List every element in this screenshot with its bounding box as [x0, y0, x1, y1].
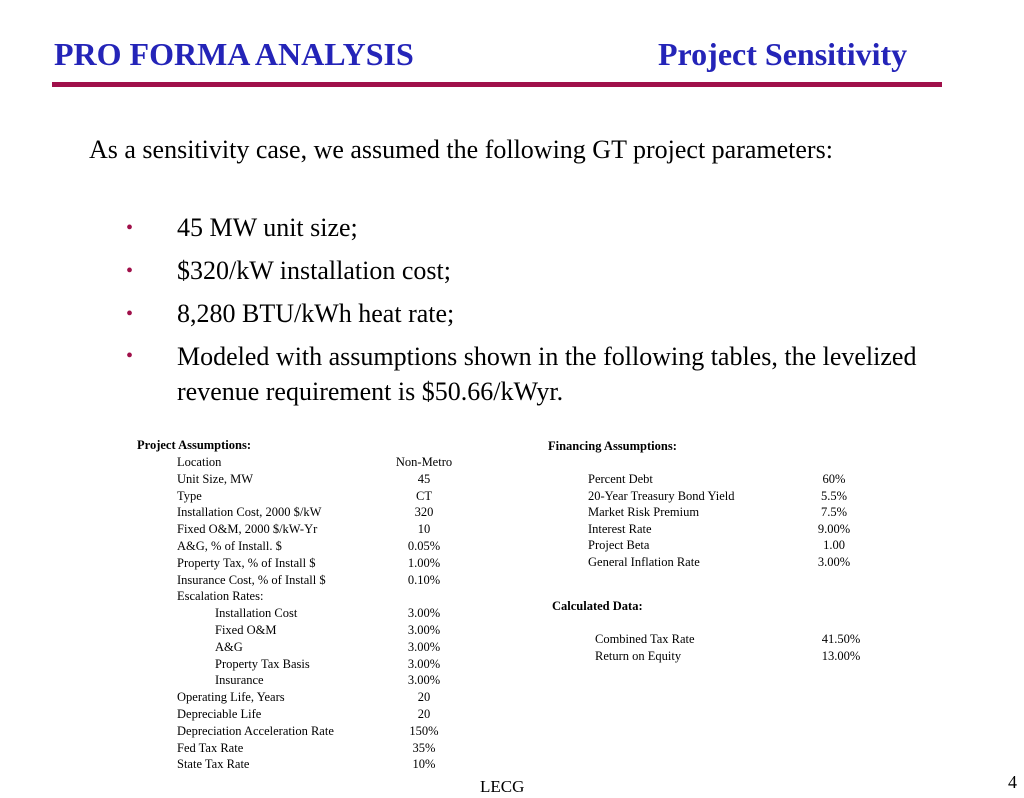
- calculated-data-heading: Calculated Data:: [552, 599, 643, 613]
- bullet-item: [120, 253, 940, 289]
- row-label: 20-Year Treasury Bond Yield: [588, 488, 735, 503]
- row-value: CT: [416, 488, 432, 503]
- slide-subtitle: Project Sensitivity: [658, 36, 908, 72]
- row-value: 320: [414, 505, 434, 520]
- row-value: 1.00%: [407, 555, 441, 570]
- row-value: 20: [417, 690, 431, 705]
- row-label: Installation Cost, 2000 $/kW: [177, 505, 322, 520]
- row-label: A&G, % of Install. $: [177, 539, 282, 553]
- row-value: 35%: [412, 740, 436, 755]
- row-label: Combined Tax Rate: [595, 632, 695, 646]
- row-value: 150%: [409, 723, 439, 738]
- row-label: Fed Tax Rate: [177, 740, 244, 755]
- row-label: Escalation Rates:: [177, 589, 264, 604]
- row-value: 3.00%: [407, 673, 441, 688]
- row-value: 60%: [822, 472, 846, 486]
- bullet-item: [120, 210, 940, 246]
- row-value: 20: [417, 707, 431, 721]
- row-label: General Inflation Rate: [588, 555, 700, 569]
- row-value: 13.00%: [821, 648, 861, 663]
- row-value: 9.00%: [817, 521, 851, 536]
- slide-title: PRO FORMA ANALYSIS: [54, 36, 414, 72]
- row-value: 7.5%: [820, 505, 848, 520]
- row-label: Depreciable Life: [177, 707, 262, 721]
- row-label: Insurance Cost, % of Install $: [177, 572, 326, 587]
- bullet-dot-icon: •: [126, 260, 134, 282]
- row-label: Type: [177, 488, 202, 503]
- row-value: 5.5%: [820, 488, 848, 503]
- row-label: A&G: [215, 639, 243, 654]
- intro-text: As a sensitivity case, we assumed the following GT project parameters:: [89, 135, 833, 164]
- row-value: 45: [417, 471, 431, 486]
- row-value: 3.00%: [407, 639, 441, 654]
- row-label: Property Tax Basis: [215, 656, 310, 671]
- row-value: Non-Metro: [395, 455, 453, 469]
- row-label: Depreciation Acceleration Rate: [177, 723, 334, 738]
- bullet-text: 45 MW unit size;: [177, 213, 358, 242]
- row-label: Market Risk Premium: [588, 505, 700, 520]
- page-number: 4: [1008, 772, 1017, 792]
- title-divider: [52, 82, 942, 87]
- row-value: 3.00%: [407, 606, 441, 621]
- row-label: Operating Life, Years: [177, 690, 285, 705]
- footer-label: LECG: [480, 777, 525, 796]
- row-label: Percent Debt: [588, 472, 653, 486]
- project-assumptions-heading: Project Assumptions:: [137, 438, 252, 452]
- bullet-list: [120, 210, 940, 416]
- row-value: 41.50%: [821, 632, 861, 646]
- row-label: Insurance: [215, 673, 264, 688]
- row-value: 3.00%: [407, 656, 441, 671]
- row-label: Unit Size, MW: [177, 471, 254, 486]
- bullet-dot-icon: •: [126, 345, 134, 367]
- row-value: 10%: [412, 757, 436, 772]
- row-label: Installation Cost: [215, 606, 298, 621]
- bullet-item: [120, 339, 940, 409]
- bullet-text: Modeled with assumptions shown in the following tables, the levelized revenue requirement is $50.66/kWyr.: [177, 342, 917, 406]
- row-value: 1.00: [823, 538, 845, 553]
- row-label: Fixed O&M, 2000 $/kW-Yr: [177, 522, 318, 537]
- bullet-dot-icon: •: [126, 217, 134, 239]
- bullet-dot-icon: •: [126, 303, 134, 325]
- row-value: 0.10%: [407, 572, 441, 587]
- row-label: State Tax Rate: [177, 757, 250, 772]
- row-value: 0.05%: [407, 539, 441, 553]
- bullet-item: [120, 296, 940, 332]
- row-value: 3.00%: [817, 555, 851, 569]
- row-value: 10: [417, 522, 431, 537]
- row-label: Location: [177, 455, 222, 469]
- bullet-text: $320/kW installation cost;: [177, 256, 451, 285]
- row-label: Property Tax, % of Install $: [177, 555, 316, 570]
- bullet-text: 8,280 BTU/kWh heat rate;: [177, 299, 455, 328]
- row-label: Return on Equity: [595, 648, 682, 663]
- row-label: Interest Rate: [588, 521, 652, 536]
- row-label: Project Beta: [588, 538, 650, 553]
- financing-assumptions-heading: Financing Assumptions:: [548, 439, 677, 453]
- row-label: Fixed O&M: [215, 623, 277, 637]
- row-value: 3.00%: [407, 623, 441, 637]
